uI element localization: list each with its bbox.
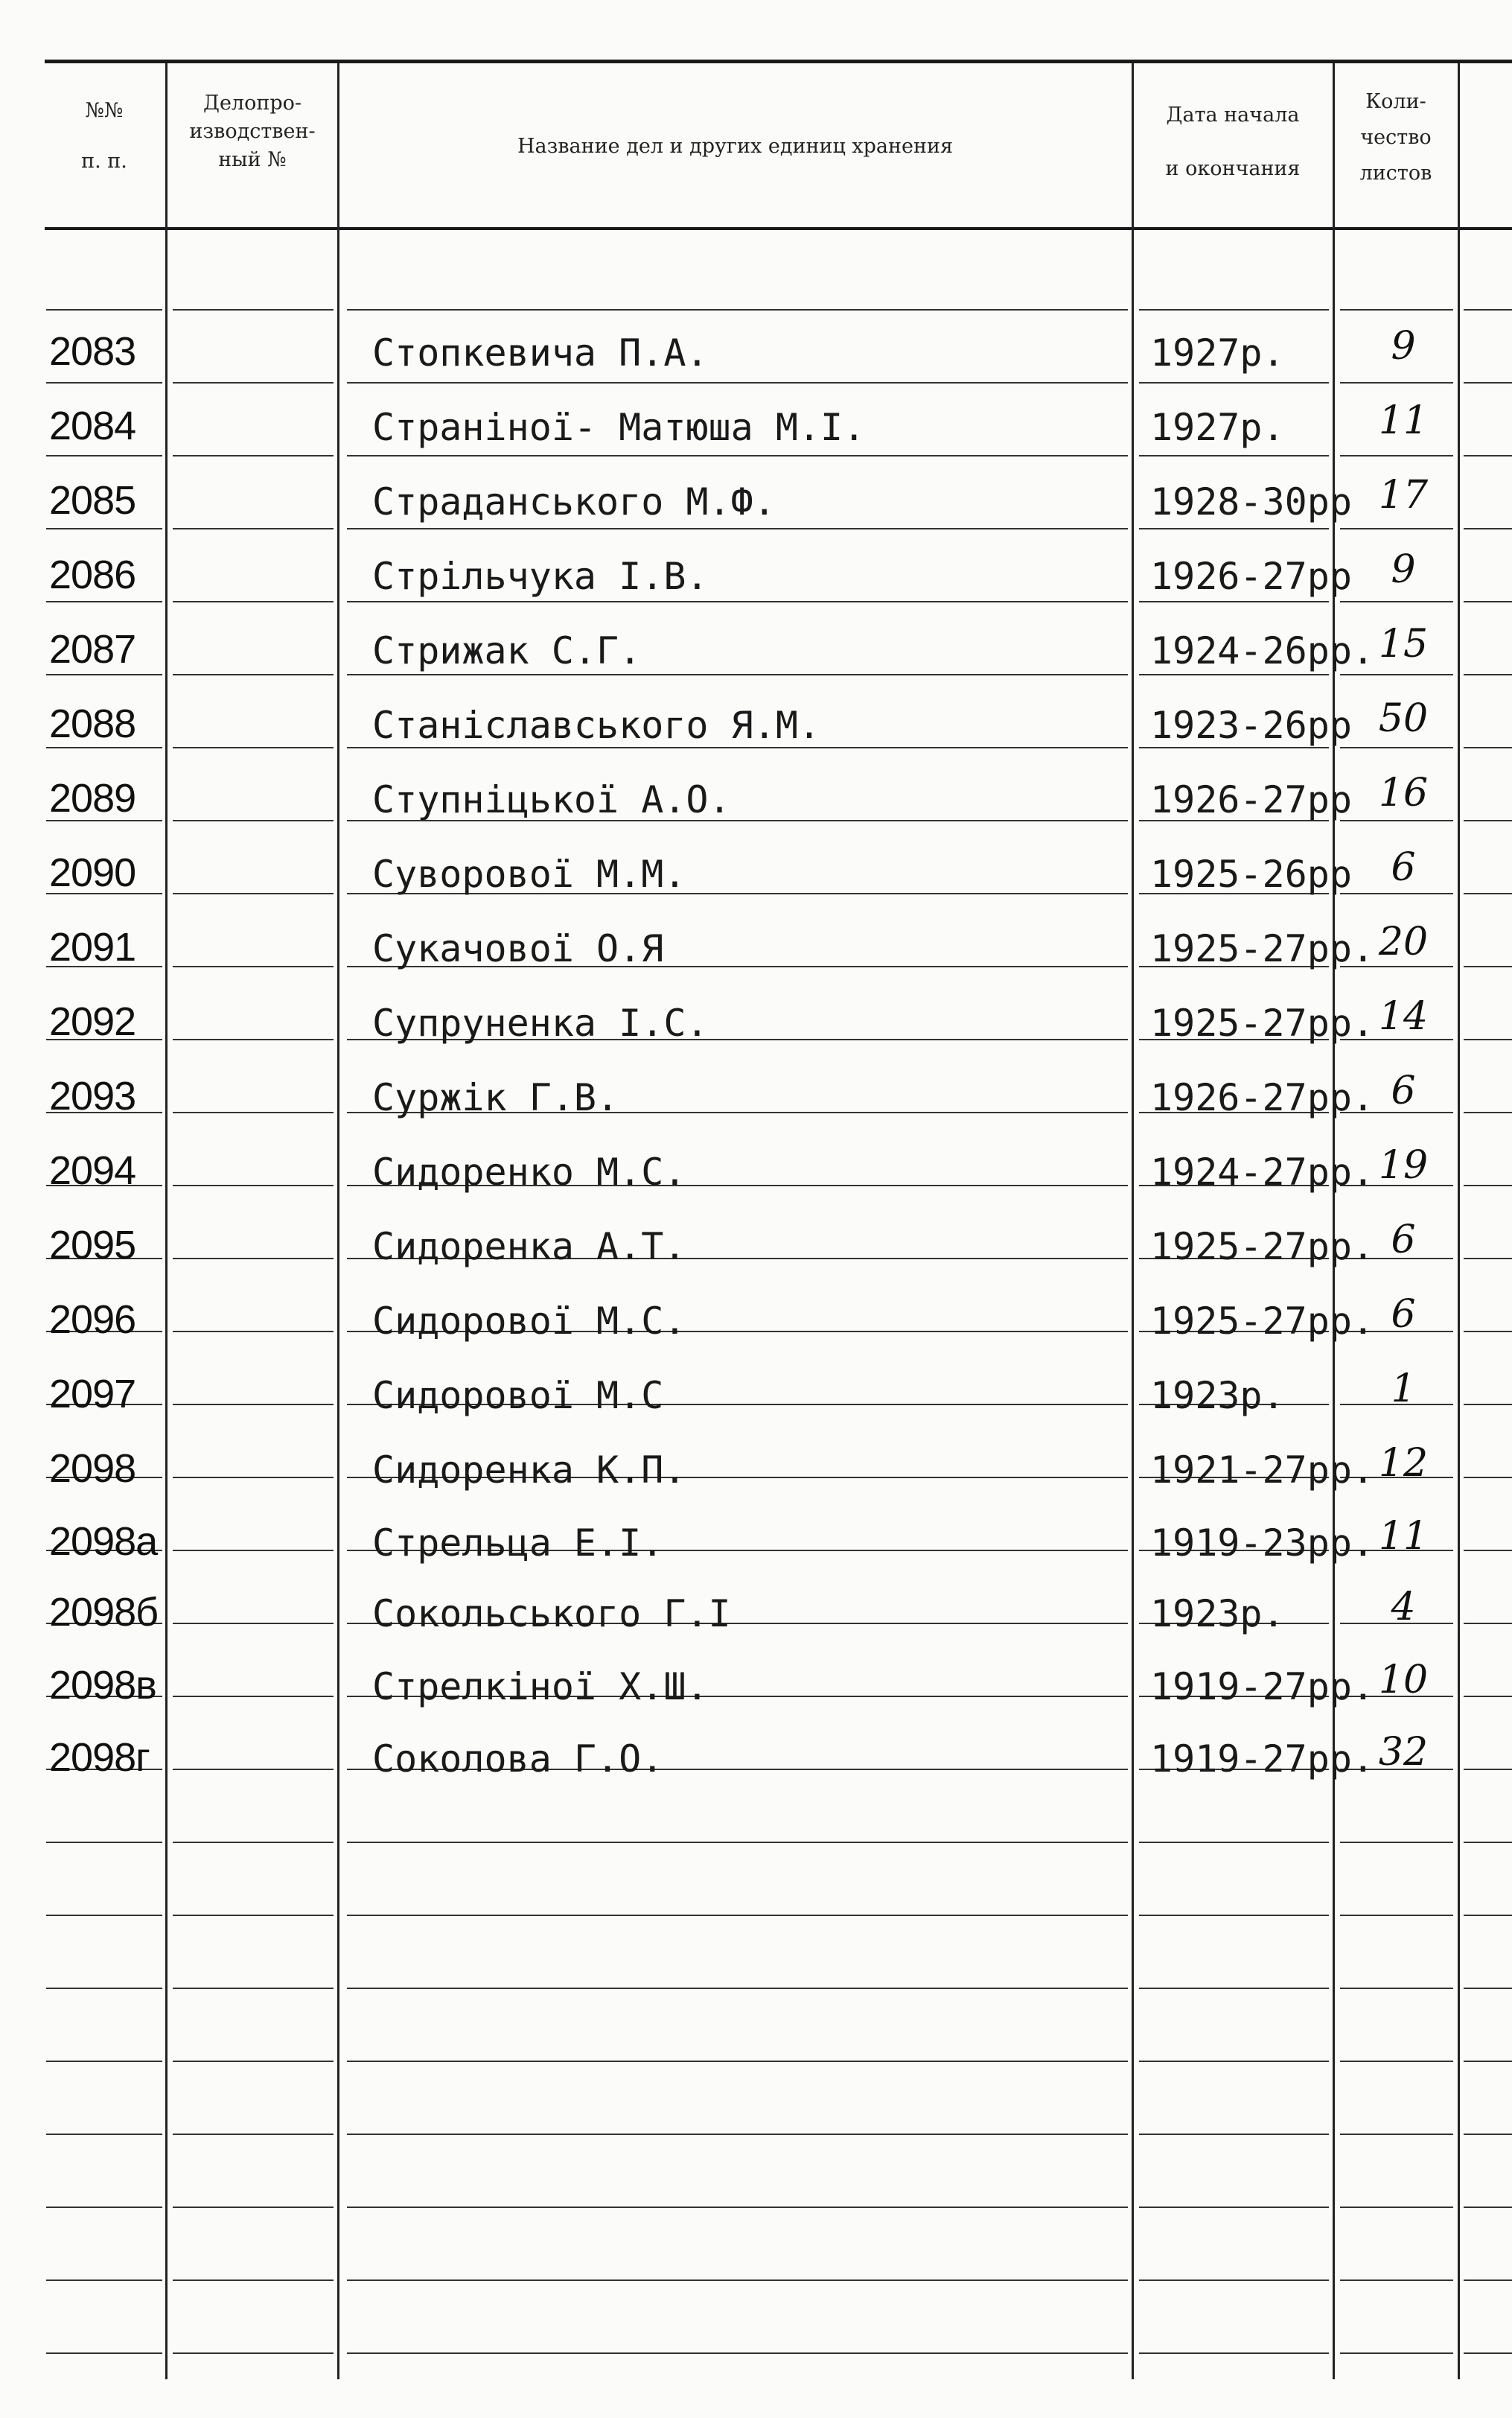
item-sheets: 6 — [1391, 1218, 1416, 1262]
row-rule — [173, 2279, 334, 2281]
row-rule — [46, 1915, 162, 1916]
table-row — [0, 1715, 1512, 1789]
item-dates: 1926-27рр — [1150, 555, 1352, 598]
item-sheets: 4 — [1391, 1585, 1416, 1629]
item-sheets: 17 — [1378, 473, 1429, 518]
row-rule — [1340, 2352, 1453, 2354]
item-sheets: 1 — [1391, 1367, 1416, 1411]
row-rule — [1464, 1842, 1512, 1843]
table-row — [0, 384, 1512, 458]
item-dates: 1919-27рр. — [1150, 1665, 1375, 1708]
item-number: 2094 — [49, 1148, 136, 1193]
item-title: Супруненка I.С. — [372, 1002, 709, 1045]
table-row — [0, 1499, 1512, 1574]
row-rule — [46, 2352, 162, 2354]
item-dates: 1921-27рр. — [1150, 1448, 1375, 1492]
row-rule — [1340, 2134, 1453, 2135]
item-sheets: 16 — [1378, 771, 1429, 815]
row-rule — [1464, 2207, 1512, 2208]
row-rule — [173, 1842, 334, 1843]
item-title: Стрижак С.Г. — [372, 629, 642, 672]
row-rule — [1340, 1988, 1453, 1989]
item-number: 2086 — [49, 553, 136, 597]
item-sheets: 50 — [1378, 696, 1429, 741]
header-col-number: №№ п. п. — [81, 99, 127, 173]
item-dates: 1925-27рр. — [1150, 1299, 1375, 1343]
item-number: 2098 — [49, 1446, 136, 1491]
row-rule — [1340, 2061, 1453, 2062]
item-title: Стопкевича П.А. — [372, 331, 709, 375]
item-title: Стрелкiної Х.Ш. — [372, 1665, 709, 1708]
item-title: Стрельца Е.I. — [372, 1521, 664, 1565]
item-number: 2084 — [49, 404, 136, 448]
row-rule — [1464, 2352, 1512, 2354]
row-rule — [173, 2061, 334, 2062]
row-rule — [1139, 1915, 1329, 1916]
item-sheets: 15 — [1378, 622, 1429, 666]
table-row — [0, 1570, 1512, 1644]
row-rule — [173, 1915, 334, 1916]
item-number: 2091 — [49, 925, 136, 970]
header-col-dates: Дата начала и окончания — [1165, 104, 1301, 180]
item-dates: 1923-26рр — [1150, 704, 1352, 747]
table-row — [0, 756, 1512, 830]
item-dates: 1927р. — [1150, 406, 1285, 449]
item-title: Страданського М.Ф. — [372, 480, 776, 524]
item-title: Странiної- Матюша М.I. — [372, 406, 866, 449]
table-row — [0, 1054, 1512, 1128]
table-row — [0, 607, 1512, 681]
item-sheets: 11 — [1378, 1514, 1429, 1559]
item-sheets: 32 — [1378, 1730, 1429, 1775]
row-rule — [347, 2279, 1128, 2281]
item-sheets: 9 — [1391, 547, 1416, 592]
row-rule — [173, 1988, 334, 1989]
item-dates: 1925-27рр. — [1150, 927, 1375, 970]
item-number: 2090 — [49, 850, 136, 895]
item-dates: 1919-27рр. — [1150, 1737, 1375, 1781]
item-dates: 1923р. — [1150, 1592, 1285, 1635]
item-number: 2085 — [49, 478, 136, 523]
row-rule — [1139, 1842, 1329, 1843]
item-number: 2098б — [49, 1590, 159, 1635]
table-row — [0, 681, 1512, 756]
item-title: Соколова Г.О. — [372, 1737, 664, 1781]
row-rule — [1139, 2207, 1329, 2208]
row-rule — [1464, 1988, 1512, 1989]
row-rule — [46, 2207, 162, 2208]
item-sheets: 6 — [1391, 1292, 1416, 1337]
table-row — [0, 309, 1512, 384]
row-rule — [1464, 1915, 1512, 1916]
row-rule — [1139, 1988, 1329, 1989]
row-rule — [1464, 2134, 1512, 2135]
table-row — [0, 1203, 1512, 1277]
item-number: 2089 — [49, 776, 136, 821]
item-number: 2098г — [49, 1735, 150, 1780]
item-dates: 1919-23рр. — [1150, 1521, 1375, 1565]
item-number: 2087 — [49, 627, 136, 672]
row-rule — [1340, 1842, 1453, 1843]
item-number: 2093 — [49, 1074, 136, 1119]
item-number: 2088 — [49, 701, 136, 746]
item-sheets: 20 — [1378, 920, 1429, 964]
header-col-sheets: Коли- чество листов — [1359, 90, 1432, 185]
item-number: 2095 — [49, 1223, 136, 1267]
item-sheets: 6 — [1391, 1069, 1416, 1113]
table-row — [0, 905, 1512, 979]
item-title: Станiславського Я.М. — [372, 704, 821, 747]
item-dates: 1923р. — [1150, 1374, 1285, 1417]
item-sheets: 6 — [1391, 845, 1416, 890]
item-title: Стрiльчука I.В. — [372, 555, 709, 598]
item-number: 2096 — [49, 1297, 136, 1342]
row-rule — [173, 2207, 334, 2208]
header-col-title: Название дел и других единиц хранения — [517, 135, 954, 158]
item-title: Ступнiцької А.О. — [372, 778, 731, 821]
row-rule — [1139, 2279, 1329, 2281]
row-rule — [46, 2134, 162, 2135]
row-rule — [173, 2352, 334, 2354]
item-number: 2083 — [49, 329, 136, 374]
header-col-office-number: Делопро- изводствен- ный № — [189, 92, 316, 171]
row-rule — [1340, 1915, 1453, 1916]
top-rule — [45, 60, 1512, 63]
row-rule — [46, 1988, 162, 1989]
item-number: 2097 — [49, 1372, 136, 1416]
row-rule — [347, 2352, 1128, 2354]
row-rule — [1340, 2207, 1453, 2208]
item-sheets: 14 — [1378, 994, 1429, 1039]
row-rule — [347, 2134, 1128, 2135]
item-sheets: 12 — [1378, 1441, 1429, 1486]
item-dates: 1925-27рр. — [1150, 1002, 1375, 1045]
item-dates: 1924-26рр. — [1150, 629, 1375, 672]
item-title: Сидорової М.С — [372, 1374, 664, 1417]
row-rule — [46, 2279, 162, 2281]
row-rule — [1464, 2061, 1512, 2062]
table-row — [0, 1277, 1512, 1352]
row-rule — [1139, 2134, 1329, 2135]
item-title: Сукачової О.Я — [372, 927, 664, 970]
table-row — [0, 830, 1512, 905]
row-rule — [46, 1842, 162, 1843]
item-sheets: 9 — [1391, 324, 1416, 369]
row-rule — [347, 1988, 1128, 1989]
row-rule — [347, 1842, 1128, 1843]
row-rule — [347, 1915, 1128, 1916]
table-row — [0, 1128, 1512, 1203]
item-title: Сидоренка К.П. — [372, 1448, 686, 1492]
row-rule — [1139, 2061, 1329, 2062]
row-rule — [173, 2134, 334, 2135]
table-row — [0, 979, 1512, 1054]
item-number: 2098в — [49, 1663, 156, 1708]
item-title: Сидоренко М.С. — [372, 1151, 686, 1194]
item-dates: 1928-30рр — [1150, 480, 1352, 524]
table-row — [0, 1426, 1512, 1501]
row-rule — [1139, 2352, 1329, 2354]
item-sheets: 11 — [1378, 398, 1429, 443]
row-rule — [347, 2207, 1128, 2208]
item-sheets: 19 — [1378, 1143, 1429, 1188]
row-rule — [1340, 2279, 1453, 2281]
item-title: Сидорової М.С. — [372, 1299, 686, 1343]
item-number: 2098а — [49, 1519, 158, 1564]
item-dates: 1926-27рр. — [1150, 1076, 1375, 1119]
row-rule — [347, 2061, 1128, 2062]
row-rule — [1464, 2279, 1512, 2281]
item-dates: 1926-27рр — [1150, 778, 1352, 821]
table-row — [0, 458, 1512, 532]
item-dates: 1927р. — [1150, 331, 1285, 375]
item-dates: 1925-26рр — [1150, 853, 1352, 896]
item-title: Суворової М.М. — [372, 853, 686, 896]
item-title: Суржiк Г.В. — [372, 1076, 619, 1119]
item-sheets: 10 — [1378, 1658, 1429, 1702]
item-dates: 1924-27рр. — [1150, 1151, 1375, 1194]
item-dates: 1925-27рр. — [1150, 1225, 1375, 1268]
item-title: Сокольського Г.I — [372, 1592, 731, 1635]
table-row — [0, 532, 1512, 607]
table-row — [0, 1352, 1512, 1426]
item-title: Сидоренка А.Т. — [372, 1225, 686, 1268]
row-rule — [46, 2061, 162, 2062]
header-bottom-rule — [45, 227, 1512, 230]
table-row — [0, 1643, 1512, 1717]
item-number: 2092 — [49, 999, 136, 1044]
